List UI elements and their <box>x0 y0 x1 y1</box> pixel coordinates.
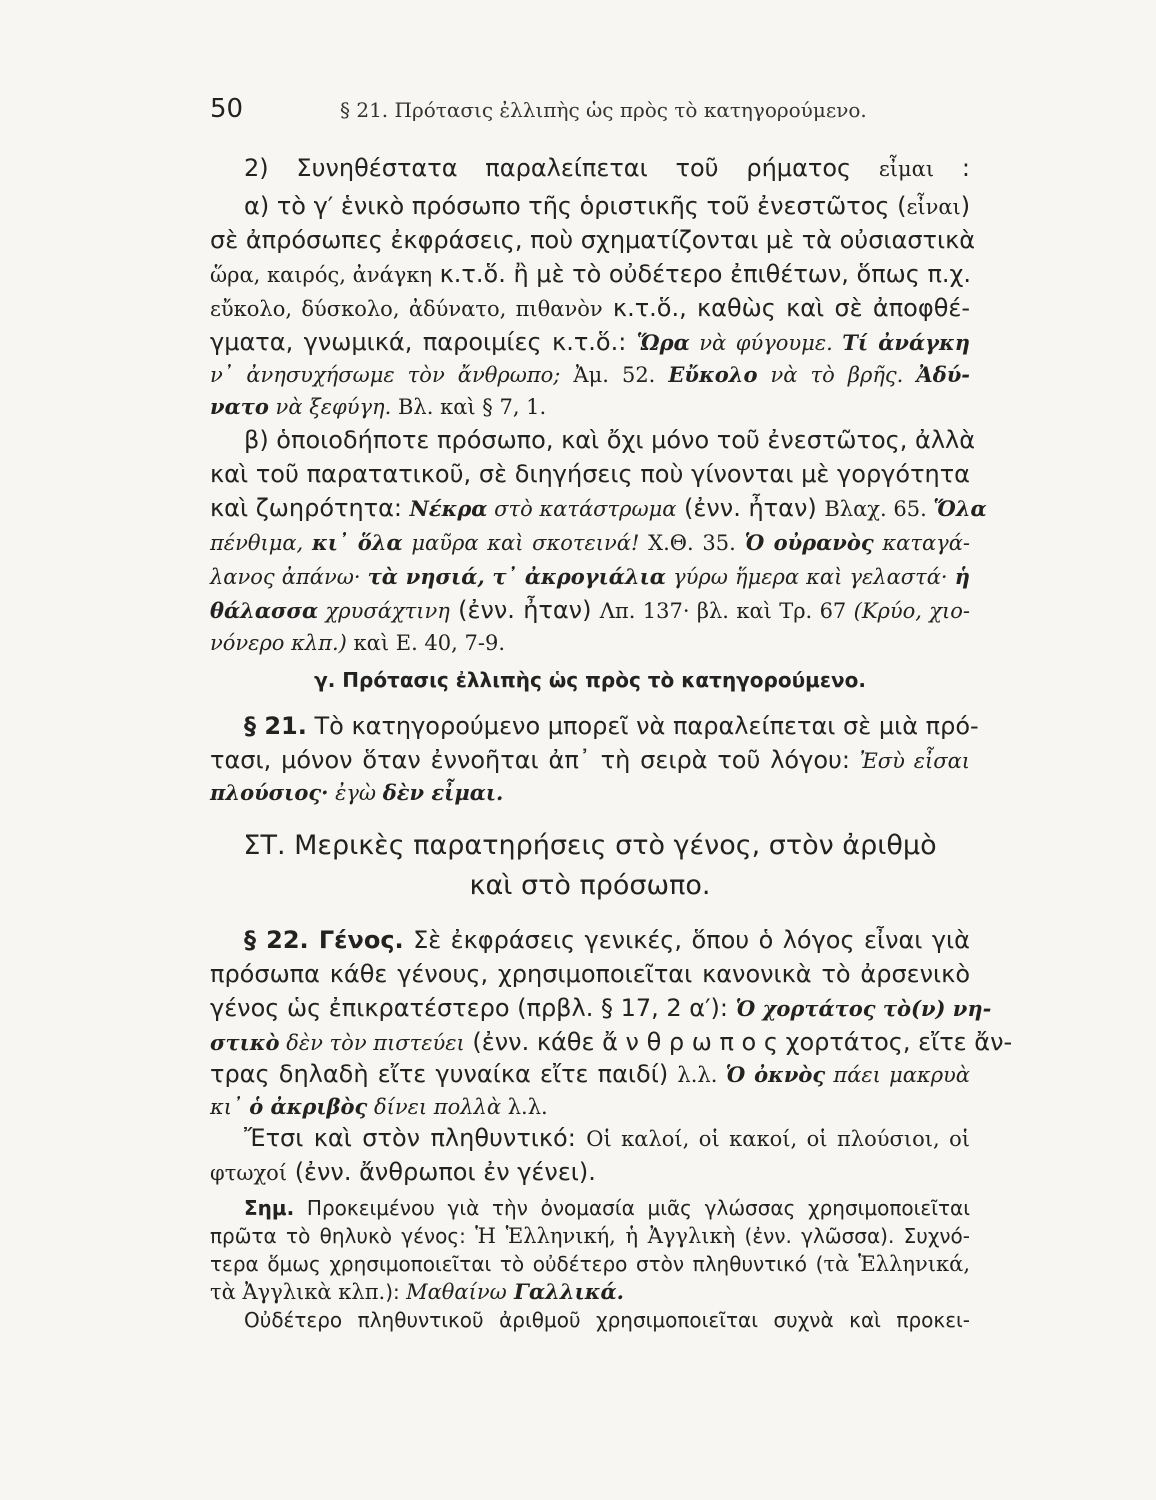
text-run: λ.λ. <box>501 1095 548 1119</box>
text-run: Βλ. καὶ § 7, 1. <box>391 395 547 419</box>
text-run: Ὁ χορτάτος τὸ(ν) νη- <box>735 996 992 1021</box>
text-run: Οἱ καλοί, οἱ κακοί, οἱ πλούσιοι, οἱ <box>586 1127 970 1151</box>
text-run: μαῦρα καὶ σκοτεινά! <box>402 531 640 555</box>
text-line <box>210 152 970 192</box>
text-run: νὰ τὸ βρῆς. <box>757 363 917 387</box>
text-run: Οὐδέτερο πληθυντικοῦ ἀριθμοῦ χρησιμοποιεῖται συχνὰ καὶ προκει- <box>244 1308 970 1332</box>
text-run: Μαθαίνω <box>406 1280 507 1304</box>
page-header <box>210 94 970 128</box>
text-run: κι᾽ <box>210 1095 250 1119</box>
section-title-line1: ΣΤ. Μερικὲς παρατηρήσεις στὸ γένος, στὸν ἀριθμὸ <box>243 830 937 861</box>
text-run: κι᾽ ὅλα <box>311 530 403 555</box>
text-run: § 22. Γένος. <box>244 926 404 954</box>
text-run: ν᾽ ἀνησυχήσωμε τὸν ἄνθρωπο; <box>210 363 561 387</box>
text-line <box>210 1306 970 1346</box>
text-run: τρας δηλαδὴ εἴτε γυναίκα εἴτε παιδί) <box>210 1060 678 1088</box>
text-run: Τὸ κατηγορούμενο μπορεῖ νὰ παραλείπεται σὲ μιὰ πρό- <box>306 712 979 740</box>
text-run: Γαλλικά. <box>506 1279 624 1304</box>
text-run: γένος ὡς ἐπικρατέστερο (πρβλ. § 17, 2 α′): <box>210 994 736 1022</box>
text-run: (ἐνν. ἄνθρωποι ἐν γένει). <box>287 1158 596 1186</box>
text-run: Σημ. <box>244 1196 295 1220</box>
text-run: Ἐσὺ εἶσαι <box>859 749 970 773</box>
text-run: δὲν εἶμαι. <box>382 780 504 805</box>
text-run: α) τὸ γ′ ἑνικὸ πρόσωπο τῆς ὁριστικῆς τοῦ ἐνεστῶτος ( <box>244 192 907 220</box>
text-run: νὰ φύγουμε. <box>689 331 843 355</box>
text-run: ἡ <box>954 564 970 589</box>
text-line <box>210 1156 970 1196</box>
text-run: ἐγὼ <box>328 781 383 805</box>
text-run: πένθιμα, <box>210 531 312 555</box>
text-run: Προκειμένου γιὰ τὴν ὀνομασία μιᾶς γλώσσας χρησιμοποιεῖται <box>294 1196 970 1220</box>
text-run: Ὅλα <box>933 496 987 521</box>
text-run: σὲ ἀπρόσωπες ἐκφράσεις, ποὺ σχηματίζονται μὲ τὰ οὐσιαστικὰ <box>210 226 976 254</box>
text-run: Σὲ ἐκφράσεις γενικές, ὅπου ὁ λόγος εἶναι γιὰ <box>403 926 971 954</box>
text-run: Ἔτσι καὶ στὸν πληθυντικό: <box>244 1124 587 1152</box>
text-run: Ὥρα <box>636 330 690 355</box>
text-run: στικὸ <box>210 1030 280 1055</box>
text-run: ) <box>960 192 971 220</box>
text-run: Ὁ οὐρανὸς <box>744 530 874 555</box>
text-run: στὸ κατάστρωμα <box>487 497 677 521</box>
text-run: (ἐνν. κάθε ἄ ν θ ρ ω π ο ς χορτάτος, εἴτε ἄν- <box>464 1028 1013 1056</box>
text-run: τασι, μόνον ὅταν ἐννοῆται ἀπ᾽ τὴ σειρὰ τοῦ λόγου: <box>210 746 860 774</box>
text-run: Χ.Θ. 35. <box>639 531 745 555</box>
text-run: εὔκολο, δύσκολο, ἀδύνατο, πιθανὸν <box>210 297 603 321</box>
text-run: ): <box>385 1280 407 1304</box>
text-run: τὰ Ἑλληνικά, <box>823 1252 970 1276</box>
text-run: νόνερο κλπ.) <box>210 631 347 655</box>
text-run: τερα ὅμως χρησιμοποιεῖται τὸ οὐδέτερο στὸν πληθυντικό ( <box>210 1252 824 1276</box>
text-run: πλούσιος· <box>210 780 329 805</box>
text-run: (Κρύο, χιο- <box>853 599 970 623</box>
text-run: νατο <box>210 394 269 419</box>
text-run: λανος ἀπάνω· <box>210 565 368 589</box>
text-run: δίνει πολλὰ <box>367 1095 502 1119</box>
section-title-line2: καὶ στὸ πρόσωπο. <box>469 870 711 901</box>
text-line <box>210 776 970 816</box>
text-run: Τί ἀνάγκη <box>842 330 971 355</box>
text-run: τὰ Ἀγγλικὰ κλπ. <box>210 1280 386 1304</box>
text-run: Εὔκολο <box>668 362 758 387</box>
text-run: κ.τ.ὅ. ἢ μὲ τὸ οὐδέτερο ἐπιθέτων, ὅπως π.χ. <box>432 260 972 288</box>
text-run: Νέκρα <box>409 496 488 521</box>
text-run: Λπ. 137· βλ. καὶ Τρ. 67 <box>599 599 854 623</box>
text-run: εἶναι <box>906 195 961 219</box>
text-run: ὥρα, καιρός, ἀνάγκη <box>210 263 433 287</box>
text-run: νὰ ξεφύγη. <box>268 395 392 419</box>
text-run: Βλαχ. 65. <box>824 497 934 521</box>
text-run: γματα, γνωμικά, παροιμίες κ.τ.ὅ.: <box>210 328 637 356</box>
text-run: (ἐνν. γλῶσσα). Συχνό- <box>735 1224 971 1248</box>
text-run: § 21. <box>244 712 307 740</box>
subheading: γ. Πρότασις ἐλλιπὴς ὡς πρὸς τὸ κατηγορούμενο. <box>314 668 866 692</box>
text-run: γύρω ἥμερα καὶ γελαστά· <box>665 565 955 589</box>
text-run: Ἡ Ἑλληνική, ἡ Ἀγγλικὴ <box>475 1224 736 1248</box>
text-run: Ἀδύ- <box>916 362 970 387</box>
text-run: κ.τ.ὅ., καθὼς καὶ σὲ ἀποφθέ- <box>602 294 971 322</box>
text-run: καὶ ζωηρότητα: <box>210 494 410 522</box>
text-run: Ἀμ. 52. <box>560 363 669 387</box>
text-run: 2) Συνηθέστατα παραλείπεται τοῦ ρήματος <box>244 154 879 182</box>
page-number: 50 <box>210 94 244 124</box>
text-run: θάλασσα <box>210 598 319 623</box>
running-title: § 21. Πρότασις ἐλλιπὴς ὡς πρὸς τὸ κατηγορούμενο. <box>340 98 867 122</box>
text-run: εἶμαι <box>878 157 935 181</box>
text-run: χρυσάχτινη <box>318 599 450 623</box>
text-run: ὁ ἀκριβὸς <box>249 1094 368 1119</box>
text-run: (ἐνν. ἦταν) <box>449 596 600 624</box>
text-run: πρόσωπα κάθε γένους, χρησιμοποιεῖται κανονικὰ τὸ ἀρσενικὸ <box>210 960 970 988</box>
text-run: τὰ νησιά, τ᾽ ἀκρογιάλια <box>367 564 666 589</box>
text-run: β) ὁποιοδήποτε πρόσωπο, καὶ ὄχι μόνο τοῦ ἐνεστῶτος, ἀλλὰ <box>244 426 976 454</box>
text-run: καὶ τοῦ παρατατικοῦ, σὲ διηγήσεις ποὺ γίνονται μὲ γοργότητα <box>210 460 970 488</box>
text-run: πάει μακρυὰ <box>825 1063 970 1087</box>
text-run: φτωχοί <box>210 1161 288 1185</box>
text-run: καταγά- <box>873 531 970 555</box>
text-run: καὶ Ε. 40, 7-9. <box>346 631 505 655</box>
text-run: Ὁ ὀκνὸς <box>725 1062 826 1087</box>
text-run: : <box>934 154 970 182</box>
text-run: πρῶτα τὸ θηλυκὸ γένος: <box>210 1224 476 1248</box>
text-line <box>210 626 970 666</box>
text-run: δὲν τὸν πιστεύει <box>279 1031 465 1055</box>
text-run: (ἐνν. ἦταν) <box>676 494 825 522</box>
text-run: λ.λ. <box>677 1063 726 1087</box>
